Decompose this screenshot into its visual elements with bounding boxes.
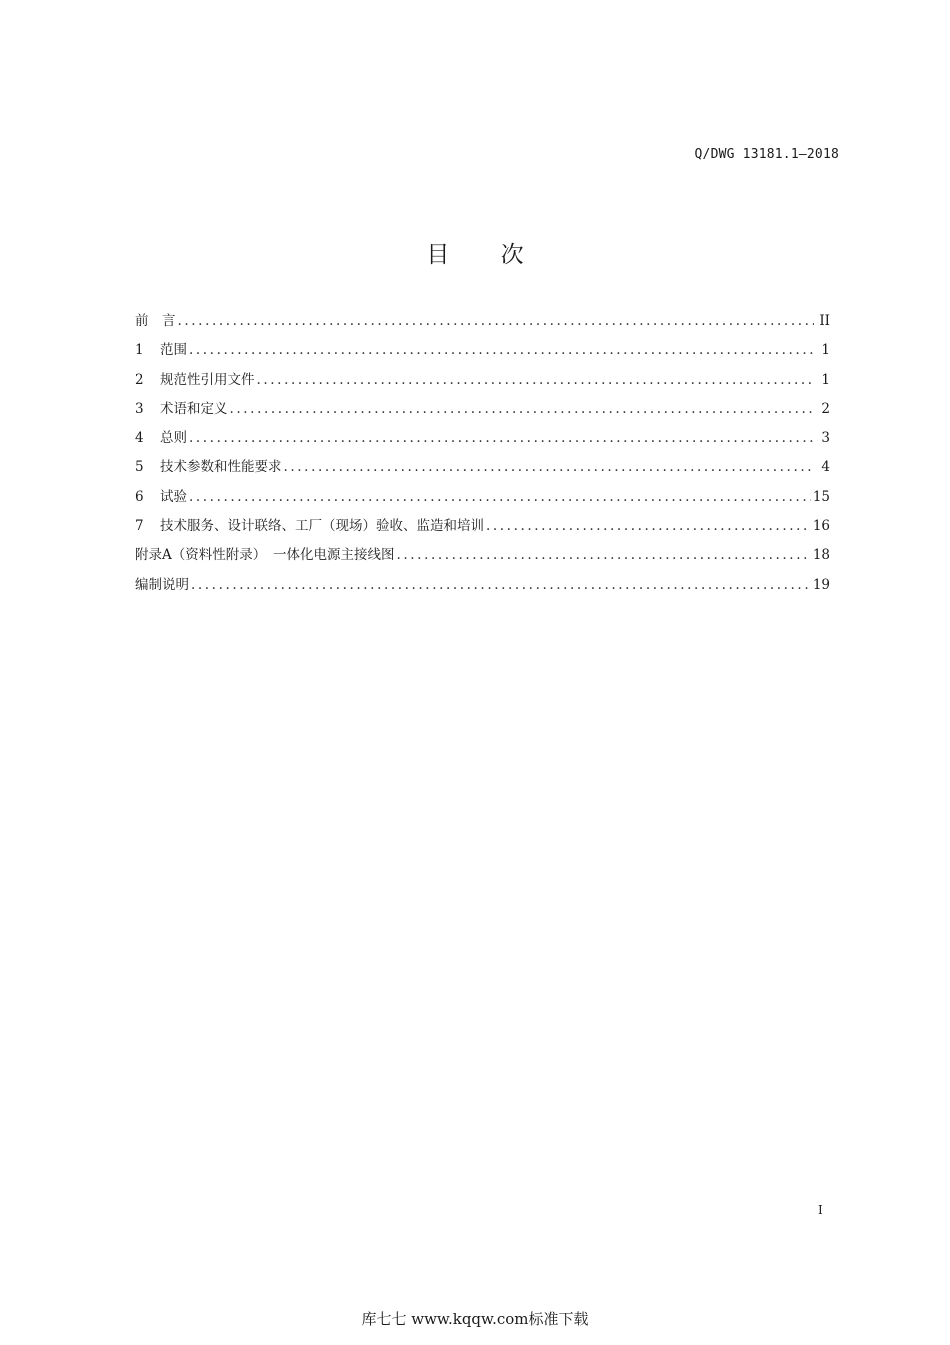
footer-watermark: 库七七 www.kqqw.com标准下载 bbox=[361, 1310, 589, 1328]
toc-entry-page: 2 bbox=[821, 400, 830, 417]
toc-entry-page: 18 bbox=[812, 547, 830, 564]
toc-entry-page: 19 bbox=[812, 576, 830, 593]
toc-entry-label: 技术服务、设计联络、工厂（现场）验收、监造和培训 bbox=[160, 518, 484, 535]
toc-entry-page: 15 bbox=[812, 488, 830, 505]
toc-leader-dots bbox=[189, 337, 814, 363]
toc-entry-label: 附录A（资料性附录） 一体化电源主接线图 bbox=[135, 547, 395, 564]
toc-leader-dots bbox=[178, 308, 815, 334]
toc-entry-number: 1 bbox=[135, 342, 144, 359]
toc-leader-dots bbox=[189, 484, 811, 510]
toc-entry-label: 试验 bbox=[160, 488, 187, 505]
toc-entry-appendix-a[interactable] bbox=[135, 542, 830, 571]
toc-entry-compilation-notes[interactable] bbox=[135, 572, 830, 601]
toc-entry-number: 5 bbox=[135, 459, 144, 476]
toc-leader-dots bbox=[257, 367, 815, 393]
toc-entry-page: 3 bbox=[821, 430, 830, 447]
toc-entry-number: 3 bbox=[135, 400, 144, 417]
toc-leader-dots bbox=[284, 454, 815, 480]
toc-entry-normative-references[interactable] bbox=[135, 367, 830, 396]
toc-entry-number: 2 bbox=[135, 371, 144, 388]
toc-entry-page: II bbox=[819, 313, 830, 329]
toc-leader-dots bbox=[397, 542, 811, 568]
toc-entry-number: 7 bbox=[135, 518, 144, 535]
toc-entry-page: 1 bbox=[821, 371, 830, 388]
toc-entry-terms-definitions[interactable] bbox=[135, 396, 830, 425]
document-code: Q/DWG 13181.1—2018 bbox=[694, 147, 839, 162]
toc-entry-technical-services[interactable] bbox=[135, 513, 830, 542]
toc-entry-label: 术语和定义 bbox=[160, 400, 228, 417]
toc-entry-label: 前 言 bbox=[135, 313, 176, 329]
toc-entry-label: 编制说明 bbox=[135, 576, 189, 593]
toc-entry-label: 总则 bbox=[160, 430, 187, 447]
toc-leader-dots bbox=[189, 425, 814, 451]
toc-entry-preface[interactable] bbox=[135, 308, 830, 337]
toc-entry-page: 1 bbox=[821, 342, 830, 359]
toc-entry-page: 4 bbox=[821, 459, 830, 476]
page-number: I bbox=[818, 1203, 823, 1217]
toc-entry-technical-parameters[interactable] bbox=[135, 454, 830, 483]
toc-entry-label: 规范性引用文件 bbox=[160, 371, 255, 388]
toc-entry-label: 技术参数和性能要求 bbox=[160, 459, 282, 476]
toc-entry-number: 4 bbox=[135, 430, 144, 447]
toc-leader-dots bbox=[191, 572, 811, 598]
toc-entry-label: 范围 bbox=[160, 342, 187, 359]
toc-entry-general[interactable] bbox=[135, 425, 830, 454]
table-of-contents bbox=[135, 308, 830, 601]
toc-entry-number: 6 bbox=[135, 488, 144, 505]
toc-entry-page: 16 bbox=[812, 518, 830, 535]
page-title: 目 次 bbox=[426, 242, 546, 268]
toc-leader-dots bbox=[486, 513, 811, 539]
toc-entry-scope[interactable] bbox=[135, 337, 830, 366]
toc-entry-tests[interactable] bbox=[135, 484, 830, 513]
toc-leader-dots bbox=[230, 396, 815, 422]
